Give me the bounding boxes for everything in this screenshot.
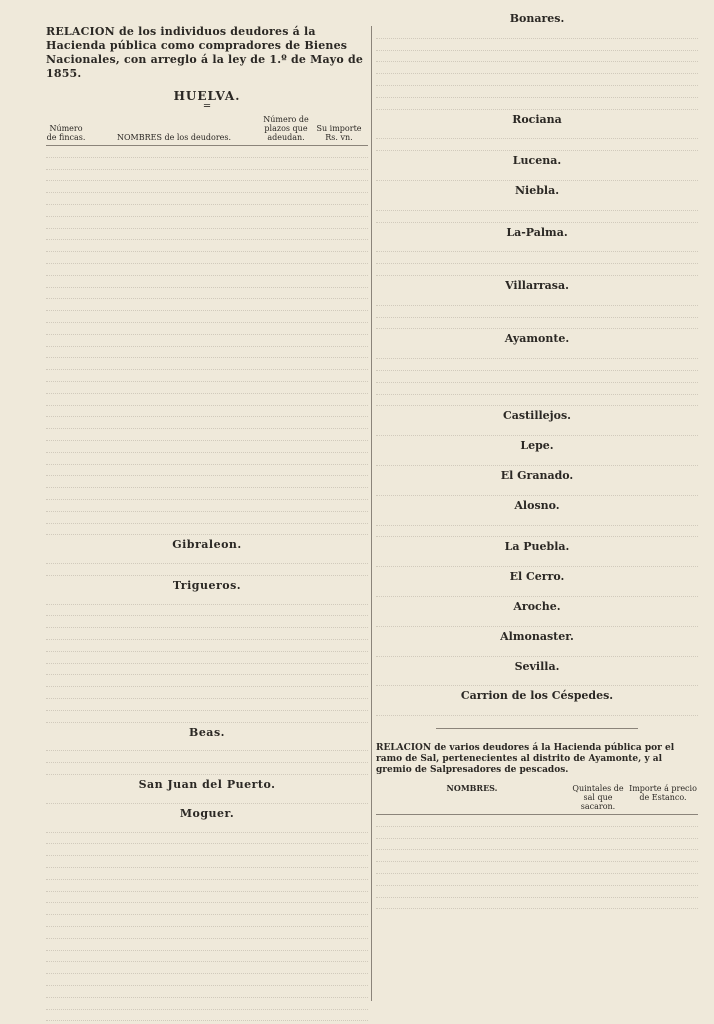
province-title: HUELVA. xyxy=(173,89,241,103)
column-divider xyxy=(371,26,372,1001)
section-carrion: Carrion de los Céspedes. xyxy=(460,689,614,703)
section-la-puebla: La Puebla. xyxy=(504,540,570,554)
table-row xyxy=(376,241,698,253)
table-row xyxy=(46,740,368,752)
table-row xyxy=(376,139,698,151)
second-relation-header xyxy=(376,784,698,815)
table-row xyxy=(46,763,368,775)
table-row xyxy=(376,371,698,383)
table-row xyxy=(376,51,698,63)
table-row xyxy=(46,616,368,628)
el-granado-rows xyxy=(376,484,698,496)
table-row xyxy=(46,500,368,512)
lepe-rows xyxy=(376,454,698,466)
table-row xyxy=(376,815,698,827)
table-row xyxy=(376,39,698,51)
table-row xyxy=(46,951,368,963)
table-row xyxy=(46,288,368,300)
section-sevilla: Sevilla. xyxy=(514,659,560,673)
table-row xyxy=(46,146,368,158)
table-row xyxy=(46,335,368,347)
table-row xyxy=(376,615,698,627)
sal-rows xyxy=(376,815,698,909)
table-row xyxy=(46,640,368,652)
table-row xyxy=(46,1010,368,1022)
section-ayamonte: Ayamonte. xyxy=(504,332,570,346)
table-row xyxy=(46,382,368,394)
section-san-juan-del-puerto: San Juan del Puerto. xyxy=(138,778,276,792)
table-row xyxy=(376,294,698,306)
table-row xyxy=(46,711,368,723)
la-palma-rows xyxy=(376,241,698,276)
table-row xyxy=(46,880,368,892)
table-row xyxy=(46,488,368,500)
moguer-rows xyxy=(46,821,368,1024)
table-row xyxy=(46,792,368,804)
document-title: RELACION de los individuos deudores á la Hacienda pública como compradores de Bienes Nacionales, con arreglo á la ley de 1.º de Mayo de 1855. xyxy=(46,25,364,80)
table-row xyxy=(46,986,368,998)
table-row xyxy=(46,276,368,288)
second-relation xyxy=(376,743,698,909)
table-row xyxy=(46,465,368,477)
table-row xyxy=(46,903,368,915)
table-row xyxy=(46,441,368,453)
table-row xyxy=(46,299,368,311)
table-row xyxy=(376,827,698,839)
section-moguer: Moguer. xyxy=(179,806,235,820)
header-fincas: Número de fincas. xyxy=(46,124,86,142)
table-row xyxy=(46,833,368,845)
table-row xyxy=(376,169,698,181)
table-row xyxy=(376,898,698,910)
ayamonte-rows xyxy=(376,347,698,406)
table-row xyxy=(376,359,698,371)
table-row xyxy=(376,264,698,276)
section-rociana: Rociana xyxy=(512,112,562,126)
table-row xyxy=(46,181,368,193)
table-row xyxy=(376,62,698,74)
alosno-rows xyxy=(376,514,698,538)
table-row xyxy=(376,585,698,597)
table-row xyxy=(376,555,698,567)
table-row xyxy=(46,193,368,205)
aroche-rows xyxy=(376,615,698,627)
table-row xyxy=(376,454,698,466)
table-row xyxy=(376,318,698,330)
table-row xyxy=(46,358,368,370)
table-row xyxy=(376,252,698,264)
table-row xyxy=(46,564,368,576)
la-puebla-rows xyxy=(376,555,698,567)
table-row xyxy=(376,424,698,436)
table-row xyxy=(46,605,368,617)
table-row xyxy=(376,98,698,110)
table-row xyxy=(376,645,698,657)
almonaster-rows xyxy=(376,645,698,657)
section-aroche: Aroche. xyxy=(513,599,561,613)
table-row xyxy=(46,417,368,429)
table-row xyxy=(376,128,698,140)
table-row xyxy=(46,915,368,927)
table-row xyxy=(376,862,698,874)
table-row xyxy=(46,205,368,217)
section-castillejos: Castillejos. xyxy=(502,409,572,423)
table-row xyxy=(376,347,698,359)
table-row xyxy=(46,856,368,868)
section-la-palma: La-Palma. xyxy=(506,225,568,239)
table-row xyxy=(46,892,368,904)
table-row xyxy=(46,664,368,676)
table-row xyxy=(376,484,698,496)
table-row xyxy=(376,704,698,716)
table-row xyxy=(376,86,698,98)
header-importe: Importe á precio de Estanco. xyxy=(629,784,697,803)
section-bonares: Bonares. xyxy=(509,12,565,25)
table-row xyxy=(46,453,368,465)
table-row xyxy=(46,311,368,323)
table-row xyxy=(46,512,368,524)
trigueros-rows xyxy=(46,593,368,723)
table-row xyxy=(46,593,368,605)
sevilla-rows xyxy=(376,675,698,687)
el-cerro-rows xyxy=(376,585,698,597)
header-importe: Su importe Rs. vn. xyxy=(316,124,362,142)
section-rule xyxy=(436,728,638,729)
section-niebla: Niebla. xyxy=(514,183,560,197)
table-row xyxy=(46,628,368,640)
section-el-cerro: El Cerro. xyxy=(509,570,565,584)
table-row xyxy=(46,170,368,182)
table-header xyxy=(46,115,368,146)
table-row xyxy=(376,675,698,687)
header-plazos: Número de plazos que adeudan. xyxy=(263,115,309,142)
table-row xyxy=(46,370,368,382)
gibraleon-rows xyxy=(46,552,368,576)
villarrasa-rows xyxy=(376,294,698,329)
table-row xyxy=(376,514,698,526)
section-el-granado: El Granado. xyxy=(500,468,574,482)
table-row xyxy=(46,240,368,252)
table-row xyxy=(46,524,368,536)
table-row xyxy=(46,476,368,488)
lucena-rows xyxy=(376,169,698,181)
section-alosno: Alosno. xyxy=(514,498,560,512)
table-row xyxy=(46,252,368,264)
header-nombres: NOMBRES de los deudores. xyxy=(116,133,232,142)
header-quintales: Quintales de sal que sacaron. xyxy=(572,784,624,812)
table-row xyxy=(46,844,368,856)
table-row xyxy=(46,939,368,951)
table-row xyxy=(46,699,368,711)
table-row xyxy=(46,962,368,974)
carrion-rows xyxy=(376,704,698,716)
table-row xyxy=(376,395,698,407)
section-lucena: Lucena. xyxy=(512,154,562,168)
table-row xyxy=(46,868,368,880)
table-row xyxy=(46,974,368,986)
second-relation-title: RELACION de varios deudores á la Hacienda pública por el ramo de Sal, pertenecientes al distrito de Ayamonte, y al gremio de Salpresadores de pescados. xyxy=(376,743,675,776)
table-row xyxy=(46,158,368,170)
niebla-rows xyxy=(376,199,698,223)
section-beas: Beas. xyxy=(189,725,225,739)
table-row xyxy=(46,323,368,335)
table-row xyxy=(46,675,368,687)
table-row xyxy=(46,406,368,418)
table-row xyxy=(46,687,368,699)
right-column xyxy=(376,10,698,912)
table-row xyxy=(376,850,698,862)
section-villarrasa: Villarrasa. xyxy=(505,278,569,292)
rociana-rows xyxy=(376,128,698,152)
table-row xyxy=(376,306,698,318)
section-trigueros: Trigueros. xyxy=(172,578,242,592)
table-row xyxy=(376,886,698,898)
table-row xyxy=(376,27,698,39)
table-row xyxy=(46,347,368,359)
san-juan-rows xyxy=(46,792,368,804)
table-row xyxy=(376,874,698,886)
table-row xyxy=(376,199,698,211)
table-row xyxy=(376,526,698,538)
castillejos-rows xyxy=(376,424,698,436)
table-row xyxy=(376,74,698,86)
table-row xyxy=(46,394,368,406)
section-lepe: Lepe. xyxy=(520,439,554,453)
huelva-rows xyxy=(46,146,368,535)
table-row xyxy=(46,751,368,763)
left-column xyxy=(46,10,368,1024)
header-nombres: NOMBRES. xyxy=(446,783,498,794)
table-row xyxy=(46,652,368,664)
section-gibraleon: Gibraleon. xyxy=(172,538,242,552)
table-row xyxy=(376,211,698,223)
table-row xyxy=(46,552,368,564)
table-row xyxy=(46,821,368,833)
beas-rows xyxy=(46,740,368,775)
table-row xyxy=(376,383,698,395)
section-almonaster: Almonaster. xyxy=(500,629,574,643)
table-row xyxy=(46,229,368,241)
table-row xyxy=(46,998,368,1010)
table-row xyxy=(46,217,368,229)
table-row xyxy=(46,927,368,939)
table-row xyxy=(46,264,368,276)
table-row xyxy=(376,839,698,851)
table-row xyxy=(46,429,368,441)
title-rule: ═ xyxy=(203,101,211,112)
bonares-rows xyxy=(376,27,698,110)
